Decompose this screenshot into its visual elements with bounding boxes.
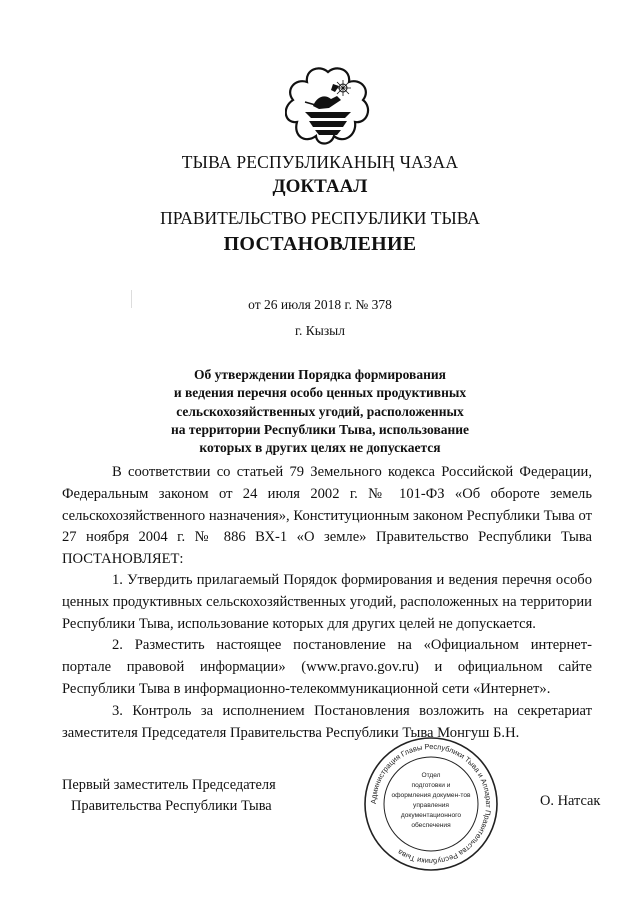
signatory-position-line: Правительства Республики Тыва [71,798,272,814]
signatory-position-line: Первый заместитель Председателя [62,777,276,793]
preamble-block [62,462,592,571]
title-line: и ведения перечня особо ценных продуктивных [173,385,467,401]
stamp-inner-line: Отдел [421,772,441,779]
resolution-item: 1. Утвердить прилагаемый Порядок формирования и ведения перечня особо ценных продуктивных сельскохозяйственных угодий, расположенных на территории Республики Тыва, использование которых для других целей не допускается. [62,572,592,632]
stamp-inner-line: документационного [400,812,462,819]
stamp-inner-line: управления [413,802,449,809]
tuva-coat-of-arms-icon [285,66,371,150]
document-type-russian: ПОСТАНОВЛЕНИЕ [223,233,417,255]
resolution-items [62,570,592,744]
official-stamp [362,735,500,873]
document-city: г. Кызыл [295,323,345,338]
document-type-tuvan: ДОКТААЛ [272,176,368,197]
title-line: Об утверждении Порядка формирования [194,367,446,382]
preamble-paragraph: В соответствии со статьей 79 Земельного кодекса Российской Федерации, Федеральным законом от 24 июля 2002 г. № 101-ФЗ «Об обороте земель сельскохозяйственного назначения», Конституционным законом Республики Тыва от 27 ноября 2004 г. № 886 ВХ-1 «О земле» Правительство Республики Тыва ПОСТАНОВЛЯЕТ: [62,464,592,568]
title-line: которых в других целях не допускается [199,440,441,456]
resolution-item: 2. Разместить настоящее постановление на «Официальном интернет-портале правовой информации» (www.pravo.gov.ru) и официальном сайте Республики Тыва в информационно-телекоммуникационной сети «Интернет». [62,637,592,697]
stamp-inner-line: подготовки и [411,782,451,789]
stamp-ring-text: Администрация Главы Республики Тыва и Аппарат Правительства Республики Тыва [368,741,494,867]
government-name-russian: ПРАВИТЕЛЬСТВО РЕСПУБЛИКИ ТЫВА [160,208,480,228]
title-line: сельскохозяйственных угодий, расположенных [176,403,464,419]
signatory-name: О. Натсак [540,793,601,809]
title-line: на территории Республики Тыва, использование [170,421,470,437]
resolution-item: 3. Контроль за исполнением Постановления возложить на секретариат заместителя Председателя Правительства Республики Тыва Монгуш Б.Н. [62,702,592,741]
government-name-tuvan: ТЫВА РЕСПУБЛИКАНЫҢ ЧАЗАА [181,152,459,172]
signatory-position [62,775,276,817]
stamp-inner-line: оформления докумен-тов [391,792,471,799]
document-date: от 26 июля 2018 г. № 378 [248,297,392,312]
stamp-inner-line: обеспечения [411,822,451,829]
document-title [0,366,640,457]
